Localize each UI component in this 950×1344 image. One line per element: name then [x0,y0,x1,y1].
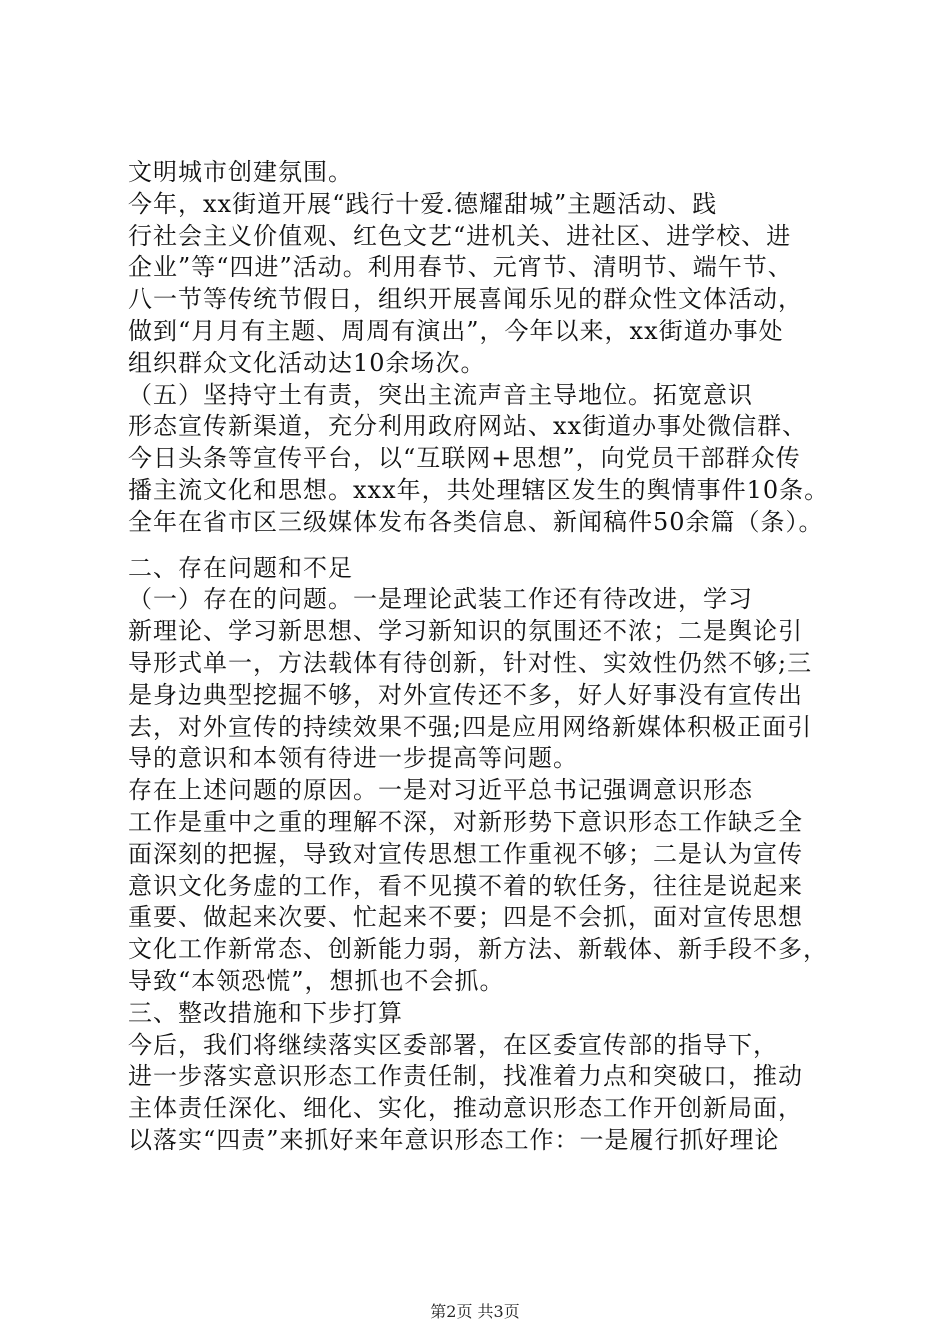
text-line: 文明城市创建氛围。 [128,158,353,186]
text-line: 重要、做起来次要、忙起来不要；四是不会抓，面对宣传思想 [128,903,803,931]
section-heading: 二、存在问题和不足 [128,554,353,582]
text-line: 行社会主义价值观、红色文艺“进机关、进社区、进学校、进 [128,222,792,250]
text-line: 八一节等传统节假日，组织开展喜闻乐见的群众性文体活动， [128,285,803,313]
text-line: 今日头条等宣传平台，以“互联网+思想”，向党员干部群众传 [128,444,801,472]
text-line: 进一步落实意识形态工作责任制，找准着力点和突破口，推动 [128,1062,803,1090]
text-line: 工作是重中之重的理解不深，对新形势下意识形态工作缺乏全 [128,808,803,836]
text-line: 导的意识和本领有待进一步提高等问题。 [128,744,578,772]
text-line: 导形式单一，方法载体有待创新，针对性、实效性仍然不够;三 [128,649,813,677]
text-line: 存在上述问题的原因。一是对习近平总书记强调意识形态 [128,776,753,804]
text-line: 文化工作新常态、创新能力弱，新方法、新载体、新手段不多， [128,935,828,963]
text-line: 今年，xx街道开展“践行十爱.德耀甜城”主题活动、践 [128,190,718,218]
text-line: 形态宣传新渠道，充分利用政府网站、xx街道办事处微信群、 [128,412,808,440]
text-line: 导致“本领恐慌”，想抓也不会抓。 [128,967,505,995]
text-line: 全年在省市区三级媒体发布各类信息、新闻稿件50余篇（条）。 [128,508,824,536]
text-line: 播主流文化和思想。xxx年，共处理辖区发生的舆情事件10条。 [128,476,830,504]
text-line: 企业”等“四进”活动。利用春节、元宵节、清明节、端午节、 [128,253,793,281]
text-line: 做到“月月有主题、周周有演出”，今年以来，xx街道办事处 [128,317,784,345]
section-heading: 三、整改措施和下步打算 [128,999,403,1027]
text-line: 去，对外宣传的持续效果不强;四是应用网络新媒体积极正面引 [128,713,813,741]
text-line: 以落实“四责”来抓好来年意识形态工作：一是履行抓好理论 [128,1126,780,1154]
page-footer: 第2页 共3页 [430,1302,520,1321]
text-line: 是身边典型挖掘不够，对外宣传还不多，好人好事没有宣传出 [128,681,803,709]
text-line: 意识文化务虚的工作，看不见摸不着的软任务，往往是说起来 [128,872,803,900]
text-line: 主体责任深化、细化、实化，推动意识形态工作开创新局面， [128,1094,803,1122]
text-line: 组织群众文化活动达10余场次。 [128,349,486,377]
text-line: 今后，我们将继续落实区委部署，在区委宣传部的指导下， [128,1031,778,1059]
text-line: （五）坚持守土有责，突出主流声音主导地位。拓宽意识 [128,381,753,409]
text-line: （一）存在的问题。一是理论武装工作还有待改进，学习 [128,585,753,613]
text-line: 面深刻的把握，导致对宣传思想工作重视不够；二是认为宣传 [128,840,803,868]
text-line: 新理论、学习新思想、学习新知识的氛围还不浓；二是舆论引 [128,617,803,645]
